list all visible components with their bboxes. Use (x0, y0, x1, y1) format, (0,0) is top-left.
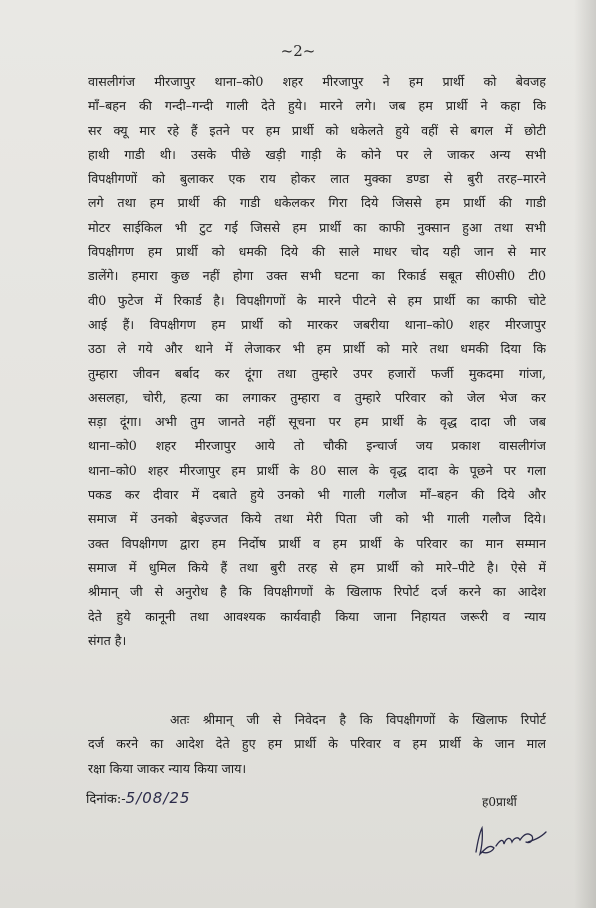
closing-text-line: रक्षा किया जाकर न्याय किया जाय। (88, 760, 247, 776)
body-text-line: असलहा, चोरी, हत्या का लगाकर तुम्हारा व तुम्हारे परिवार को जेल भेज कर (88, 389, 546, 405)
signatory-label: ह0प्रार्थी (482, 795, 517, 809)
body-text-line: विपक्षीगणों को बुलाकर एक राय होकर लात मुक्का डण्डा से बुरी तरह–मारने (88, 171, 546, 187)
body-text-line: माँ–बहन की गन्दी–गन्दी गाली देते हुये। मारने लगे। जब हम प्रार्थी ने कहा कि (88, 98, 546, 114)
closing-text-line: अतः श्रीमान् जी से निवेदन है कि विपक्षीगणों के खिलाफ रिपोर्ट (170, 712, 546, 727)
body-text-line: श्रीमान् जी से अनुरोध है कि विपक्षीगणों के खिलाफ रिपोर्ट दर्ज करने का आदेश (88, 584, 546, 600)
body-text-line: मोटर साईकिल भी टुट गई जिससे हम प्रार्थी का काफी नुक्सान हुआ तथा सभी (88, 219, 546, 235)
body-text-line: समाज में उनको बेइज्जत किये तथा मेरी पिता जी को भी गाली गलौज दिये। (88, 511, 546, 527)
handwritten-signature (470, 818, 550, 860)
body-text-line: आई हैं। विपक्षीगण हम प्रार्थी को मारकर जबरीया थाना–को0 शहर मीरजापुर (88, 316, 546, 332)
closing-request (88, 708, 546, 781)
complaint-body (88, 70, 546, 653)
body-text-line: समाज में धुमिल किये हैं तथा बुरी तरह से हम प्रार्थी को मारे–पीटे है। ऐसे में (88, 559, 546, 575)
body-text-line: विपक्षीगण हम प्रार्थी को धमकी दिये की साले माधर चोद यही जान से मार (88, 244, 546, 260)
body-text-line: सड़ा दूंगा। अभी तुम जानते नहीं सूचना पर हम प्रार्थी के वृद्ध दादा जी जब (88, 414, 546, 430)
body-text-line: पकड कर दीवार में दबाते हुये उनको भी गाली गलौज माँ–बहन की दिये और (88, 487, 546, 503)
body-text-line: संगत है। (88, 632, 127, 648)
body-text-line: थाना–को0 शहर मीरजापुर हम प्रार्थी के 80 साल के वृद्ध दादा के पूछने पर गला (88, 462, 546, 478)
body-text-line: उठा ले गये और थाने में लेजाकर भी हम प्रार्थी को मारे तथा धमकी दिया कि (88, 341, 546, 357)
body-text-line: उक्त विपक्षीगण द्वारा हम निर्दोष प्रार्थी व हम प्रार्थी के परिवार का मान सम्मान (88, 535, 546, 551)
date-label: दिनांक:- (86, 792, 126, 807)
body-text-line: सर क्यू मार रहे हैं इतने पर हम प्रार्थी को धकेलते हुये वहीं से बगल में छोटी (88, 122, 546, 138)
body-text-line: तुम्हारा जीवन बर्बाद कर दूंगा तथा तुम्हारे उपर हजारों फर्जी मुकदमा गांजा, (88, 365, 546, 381)
body-text-line: हाथी गाडी थी। उसके पीछे खड़ी गाड़ी के कोने पर ले जाकर अन्य सभी (88, 146, 546, 162)
body-text-line: वी0 फुटेज में रिकार्ड है। विपक्षीगणों के मारने पीटने से हम प्रार्थी का काफी चोटे (88, 292, 546, 308)
page-number: ~2~ (280, 42, 316, 60)
handwritten-date: 5/08/25 (125, 789, 191, 807)
date-line (86, 789, 190, 807)
page-edge-shadow (574, 0, 596, 908)
body-text-line: लगे तथा हम प्रार्थी की गाडी धकेलकर गिरा दिये जिससे हम प्रार्थी की गाडी (88, 195, 546, 211)
closing-text-line: दर्ज करने का आदेश देते हुए हम प्रार्थी के परिवार व हम प्रार्थी के जान माल (88, 736, 546, 752)
body-text-line: देते हुये कानूनी तथा आवश्यक कार्यवाही किया जाना निहायत जरूरी व न्याय (88, 608, 546, 624)
body-text-line: वासलीगंज मीरजापुर थाना–को0 शहर मीरजापुर ने हम प्रार्थी को बेवजह (88, 74, 546, 89)
body-text-line: डालेंगे। हमारा कुछ नहीं होगा उक्त सभी घटना का रिकार्ड सबूत सी0सी0 टी0 (88, 268, 546, 284)
body-text-line: थाना–को0 शहर मीरजापुर आये तो चौकी इन्चार्ज जय प्रकाश वासलीगंज (88, 438, 546, 454)
